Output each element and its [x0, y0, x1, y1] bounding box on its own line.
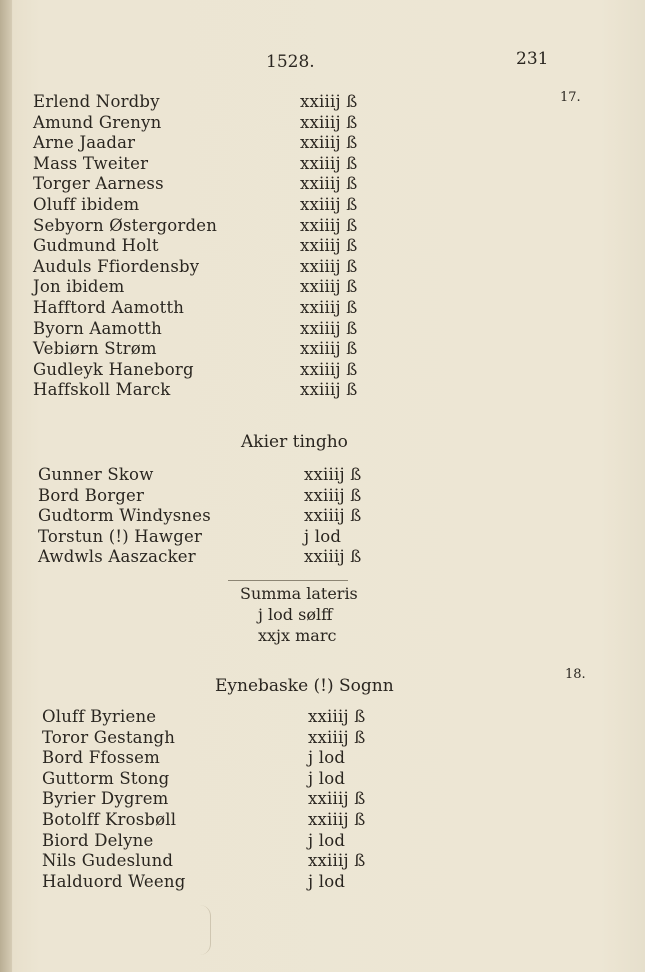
book-binding-edge [0, 0, 12, 972]
entry-amount: xxiiij ß [308, 789, 366, 809]
entry-amount: xxiiij ß [300, 256, 358, 276]
entry-amount: j lod [304, 526, 342, 546]
entry-amount: j lod [308, 768, 346, 788]
page-year: 1528. [266, 52, 315, 72]
entry-amount: j lod [308, 871, 346, 891]
entry-amount: xxiiij ß [300, 277, 358, 297]
entry-name: Biord Delyne [42, 830, 154, 850]
entry-amount: xxiiij ß [300, 298, 358, 317]
entry-name: Sebyorn Østergorden [33, 215, 218, 235]
entry-name: Guttorm Stong [42, 768, 170, 788]
summa-line-2: j lod sølff [258, 605, 333, 624]
page-tab-mark [200, 905, 211, 955]
entry-name: Arne Jaadar [33, 133, 136, 153]
margin-note-18: 18. [565, 667, 586, 682]
entry-name: Gudmund Holt [33, 236, 159, 256]
entry-amount: xxiiij ß [300, 153, 358, 173]
entry-name: Torger Aarness [33, 174, 164, 194]
entry-amount: xxiiij ß [304, 547, 362, 567]
entry-name: Oluff ibidem [33, 195, 140, 214]
page-number: 231 [516, 49, 549, 69]
entry-amount: xxiiij ß [308, 851, 366, 871]
entry-amount: xxiiij ß [300, 92, 358, 111]
entry-name: Amund Grenyn [33, 112, 162, 132]
entry-amount: xxiiij ß [300, 380, 358, 400]
entry-name: Toror Gestangh [42, 727, 176, 747]
entry-name: Botolff Krosbøll [42, 810, 177, 829]
entry-name: Auduls Ffiordensby [33, 256, 200, 276]
entry-amount: xxiiij ß [308, 707, 366, 726]
entry-amount: xxiiij ß [300, 318, 358, 338]
summa-line-3: xxjx marc [258, 626, 337, 645]
entry-name: Torstun (!) Hawger [38, 526, 203, 546]
entry-name: Awdwls Aaszacker [38, 547, 196, 567]
entry-name: Gudleyk Haneborg [33, 359, 194, 379]
entry-amount: j lod [308, 830, 346, 850]
entry-name: Mass Tweiter [33, 153, 149, 173]
section-3-heading: Eynebaske (!) Sognn [215, 676, 394, 696]
entry-amount: xxiiij ß [300, 174, 358, 194]
margin-note-17: 17. [560, 90, 581, 105]
entry-name: Byrier Dygrem [42, 789, 169, 809]
entry-amount: xxiiij ß [308, 727, 366, 747]
entry-name: Oluff Byriene [42, 707, 157, 726]
entry-name: Erlend Nordby [33, 92, 160, 111]
summa-line-1: Summa lateris [240, 584, 358, 603]
entry-name: Gudtorm Windysnes [38, 506, 211, 526]
section-2-heading: Akier tingho [241, 432, 348, 452]
entry-name: Hafftord Aamotth [33, 298, 185, 317]
entry-name: Nils Gudeslund [42, 851, 174, 871]
entry-amount: xxiiij ß [304, 465, 362, 484]
entry-amount: xxiiij ß [300, 359, 358, 379]
entry-amount: xxiiij ß [300, 215, 358, 235]
entry-name: Vebiørn Strøm [33, 339, 157, 359]
entry-name: Halduord Weeng [42, 871, 186, 891]
entry-name: Jon ibidem [33, 277, 125, 297]
entry-amount: xxiiij ß [300, 339, 358, 359]
entry-amount: xxiiij ß [300, 195, 358, 214]
entry-name: Bord Ffossem [42, 748, 160, 768]
entry-name: Byorn Aamotth [33, 318, 162, 338]
entry-amount: j lod [308, 748, 346, 768]
entry-name: Haffskoll Marck [33, 380, 171, 400]
entry-amount: xxiiij ß [304, 485, 362, 505]
entry-amount: xxiiij ß [300, 112, 358, 132]
entry-name: Gunner Skow [38, 465, 154, 484]
entry-amount: xxiiij ß [300, 133, 358, 153]
sum-rule [228, 580, 348, 581]
entry-amount: xxiiij ß [300, 236, 358, 256]
entry-amount: xxiiij ß [304, 506, 362, 526]
entry-name: Bord Borger [38, 485, 145, 505]
entry-amount: xxiiij ß [308, 810, 366, 829]
